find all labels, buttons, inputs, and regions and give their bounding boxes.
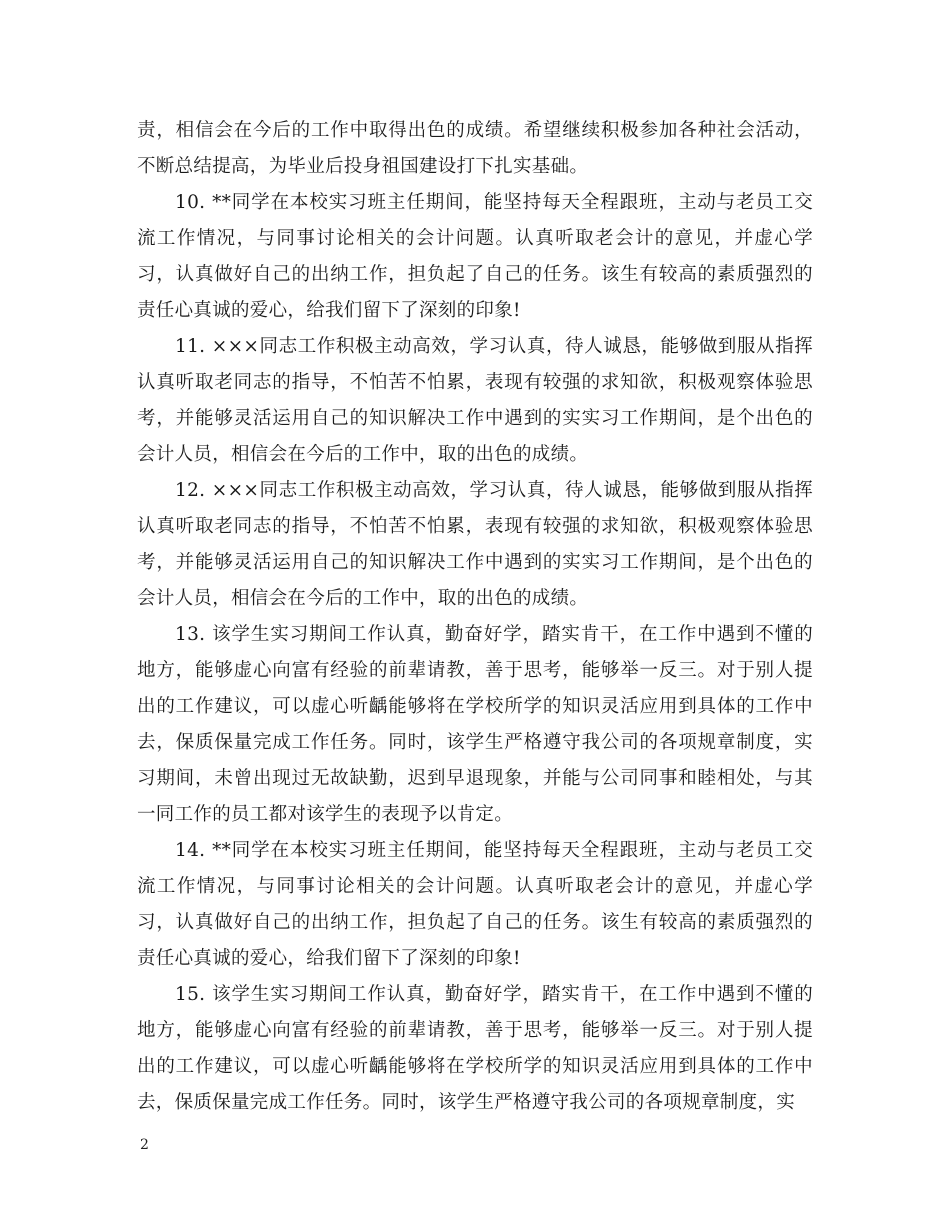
page-number: 2 [140,1137,149,1153]
paragraph-item-12: 12. ×××同志工作积极主动高效，学习认真，待人诚恳，能够做到服从指挥认真听取老同志的指导，不怕苦不怕累，表现有较强的求知欲，积极观察体验思考，并能够灵活运用自己的知识解决工作中遇到的实实习工作期间，是个出色的会计人员，相信会在今后的工作中，取的出色的成绩。 [137,480,813,609]
paragraph-item-10: 10. **同学在本校实习班主任期间，能坚持每天全程跟班，主动与老员工交流工作情况，与同事讨论相关的会计问题。认真听取老会计的意见，并虚心学习，认真做好自己的出纳工作，担负起了自己的任务。该生有较高的素质强烈的责任心真诚的爱心，给我们留下了深刻的印象! [137,192,813,321]
paragraph-item-11: 11. ×××同志工作积极主动高效，学习认真，待人诚恳，能够做到服从指挥认真听取老同志的指导，不怕苦不怕累，表现有较强的求知欲，积极观察体验思考，并能够灵活运用自己的知识解决工作中遇到的实实习工作期间，是个出色的会计人员，相信会在今后的工作中，取的出色的成绩。 [137,336,813,465]
paragraph-item-15: 15. 该学生实习期间工作认真，勤奋好学，踏实肯干，在工作中遇到不懂的地方，能够虚心向富有经验的前辈请教，善于思考，能够举一反三。对于别人提出的工作建议，可以虚心听齲能够将在学校所学的知识灵活应用到具体的工作中去，保质保量完成工作任务。同时，该学生严格遵守我公司的各项规章制度，实 [137,984,813,1113]
paragraph-item-14: 14. **同学在本校实习班主任期间，能坚持每天全程跟班，主动与老员工交流工作情况，与同事讨论相关的会计问题。认真听取老会计的意见，并虚心学习，认真做好自己的出纳工作，担负起了自己的任务。该生有较高的素质强烈的责任心真诚的爱心，给我们留下了深刻的印象! [137,840,813,969]
paragraph-item-13: 13. 该学生实习期间工作认真，勤奋好学，踏实肯干，在工作中遇到不懂的地方，能够虚心向富有经验的前辈请教，善于思考，能够举一反三。对于别人提出的工作建议，可以虚心听齲能够将在学校所学的知识灵活应用到具体的工作中去，保质保量完成工作任务。同时，该学生严格遵守我公司的各项规章制度，实习期间，未曾出现过无故缺勤，迟到早退现象，并能与公司同事和睦相处，与其一同工作的员工都对该学生的表现予以肯定。 [137,624,813,825]
paragraph-continuation: 责，相信会在今后的工作中取得出色的成绩。希望继续积极参加各种社会活动，不断总结提高，为毕业后投身祖国建设打下扎实基础。 [137,120,813,177]
document-body [137,113,813,1121]
